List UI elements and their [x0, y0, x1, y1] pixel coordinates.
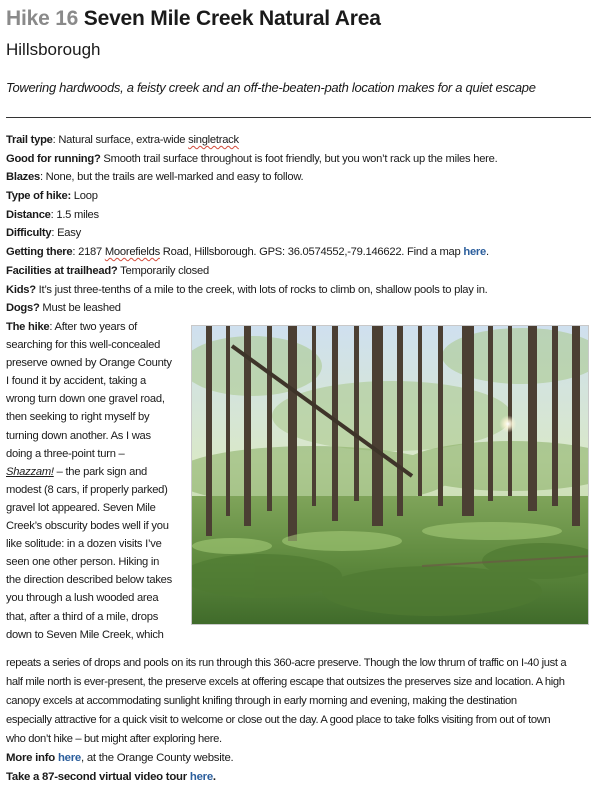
trail-facts: [6, 131, 594, 318]
hike-name: Seven Mile Creek Natural Area: [83, 7, 381, 30]
text-line: doing a three-point turn –: [6, 447, 125, 460]
map-link[interactable]: here: [463, 246, 486, 259]
text-line: seen one other person. Hiking in: [6, 556, 160, 569]
fact-blazes: [6, 168, 594, 187]
text-line: canopy excels at accommodating sunlight knifing through in early morning and evening, making the destination: [6, 694, 517, 707]
text-line: you through a lush wooded area: [6, 592, 159, 605]
text-run: Take a 87-second virtual video tour: [6, 771, 190, 783]
text-line: turning down another. As I was: [6, 429, 151, 442]
tagline: Towering hardwoods, a feisty creek and an off-the-beaten-path location makes for a quiet escape: [6, 80, 536, 95]
fact-type: [6, 187, 594, 206]
fact-kids: [6, 281, 594, 300]
text-line: especially attractive for a quick visit to welcome or close out the day. A good place to take folks visiting from out of town: [6, 713, 551, 726]
fact-label: Trail type: [6, 134, 53, 146]
fact-label: Kids?: [6, 283, 36, 296]
fact-running: [6, 150, 594, 169]
fact-difficulty: [6, 224, 594, 243]
text-run: – the park sign and: [53, 465, 148, 478]
fact-label: Difficulty: [6, 227, 52, 240]
text-line: the direction described below takes: [6, 574, 173, 587]
fact-value: : Natural surface, extra-wide: [52, 134, 189, 146]
video-tour-link[interactable]: here: [189, 771, 213, 783]
hike-description-column: [6, 318, 186, 644]
text-line: half mile north is ever-present, the preserve excels at offering escape that outsizes the preserves size and location. A high: [6, 675, 565, 688]
forest-photo: [191, 325, 589, 625]
fact-label: Type of hike:: [6, 190, 71, 203]
fact-value: .: [486, 246, 489, 259]
video-tour-line: [6, 768, 596, 787]
fact-value: Temporarily closed: [117, 264, 209, 277]
fact-value: It’s just three-tenths of a mile to the creek, with lots of rocks to climb on, shallow pools to play in.: [35, 283, 488, 296]
divider: [6, 117, 591, 118]
fact-value: : 1.5 miles: [50, 208, 99, 221]
more-info-label: More info: [6, 752, 56, 764]
spellcheck-word: singletrack: [188, 134, 239, 146]
fact-value: Road, Hillsborough. GPS: 36.0574552,-79.146622. Find a map: [159, 246, 464, 259]
text-run: , at the Orange County website.: [81, 752, 234, 764]
text-run: .: [212, 771, 216, 783]
text-line: like solitude: in a dozen visits I’ve: [6, 538, 162, 551]
fact-dogs: [6, 299, 594, 318]
fact-value: : None, but the trails are well-marked and easy to follow.: [39, 171, 304, 184]
more-info-line: [6, 749, 596, 768]
text-line: gravel lot appeared. Seven Mile: [6, 501, 156, 514]
text-line: repeats a series of drops and pools on its run through this 360-acre preserve. Though the low thrum of traffic on I-40 just a: [6, 657, 567, 669]
text-line: modest (8 cars, if properly parked): [6, 483, 168, 496]
footer-links: [6, 749, 596, 787]
fact-label: Getting there: [6, 246, 73, 259]
text-run: : After two years of: [49, 321, 138, 333]
fact-value: : Easy: [51, 227, 81, 240]
more-info-link[interactable]: here: [57, 752, 81, 764]
text-line: Creek’s obscurity bodes well if you: [6, 520, 169, 533]
hike-number: Hike 16: [6, 7, 79, 30]
fact-label: Good for running?: [6, 152, 101, 165]
fact-trail-type: [6, 131, 594, 150]
text-line: who don’t hike – but might after exploring here.: [6, 732, 222, 745]
fact-label: Facilities at trailhead?: [6, 264, 118, 277]
text-line: [6, 463, 186, 481]
text-line: [6, 318, 186, 336]
fact-value: Smooth trail surface throughout is foot friendly, but you won’t rack up the miles here.: [100, 152, 498, 165]
location-subtitle: Hillsborough: [6, 40, 101, 59]
spellcheck-word: Moorefields: [104, 246, 160, 259]
fact-distance: [6, 206, 594, 225]
text-line: preserve owned by Orange County: [6, 357, 172, 370]
fact-label: Blazes: [6, 171, 40, 184]
fact-value: Must be leashed: [39, 302, 121, 315]
fact-getting-there: [6, 243, 594, 262]
fact-value: : 2187: [72, 246, 105, 259]
text-line: wrong turn down one gravel road,: [6, 393, 165, 406]
hike-description-full: [6, 654, 596, 748]
text-line: I found it by accident, taking a: [6, 375, 147, 388]
fact-facilities: [6, 262, 594, 281]
fact-label: Dogs?: [6, 302, 40, 315]
exclamation-text: Shazzam!: [6, 465, 54, 478]
text-line: searching for this well-concealed: [6, 339, 161, 352]
text-line: that, after a third of a mile, drops: [6, 610, 159, 623]
hike-label: The hike: [6, 321, 50, 333]
text-line: down to Seven Mile Creek, which: [6, 628, 164, 641]
text-line: then seeking to right myself by: [6, 411, 150, 424]
page-title: [6, 6, 381, 32]
fact-value: Loop: [70, 190, 98, 203]
fact-label: Distance: [6, 208, 51, 221]
